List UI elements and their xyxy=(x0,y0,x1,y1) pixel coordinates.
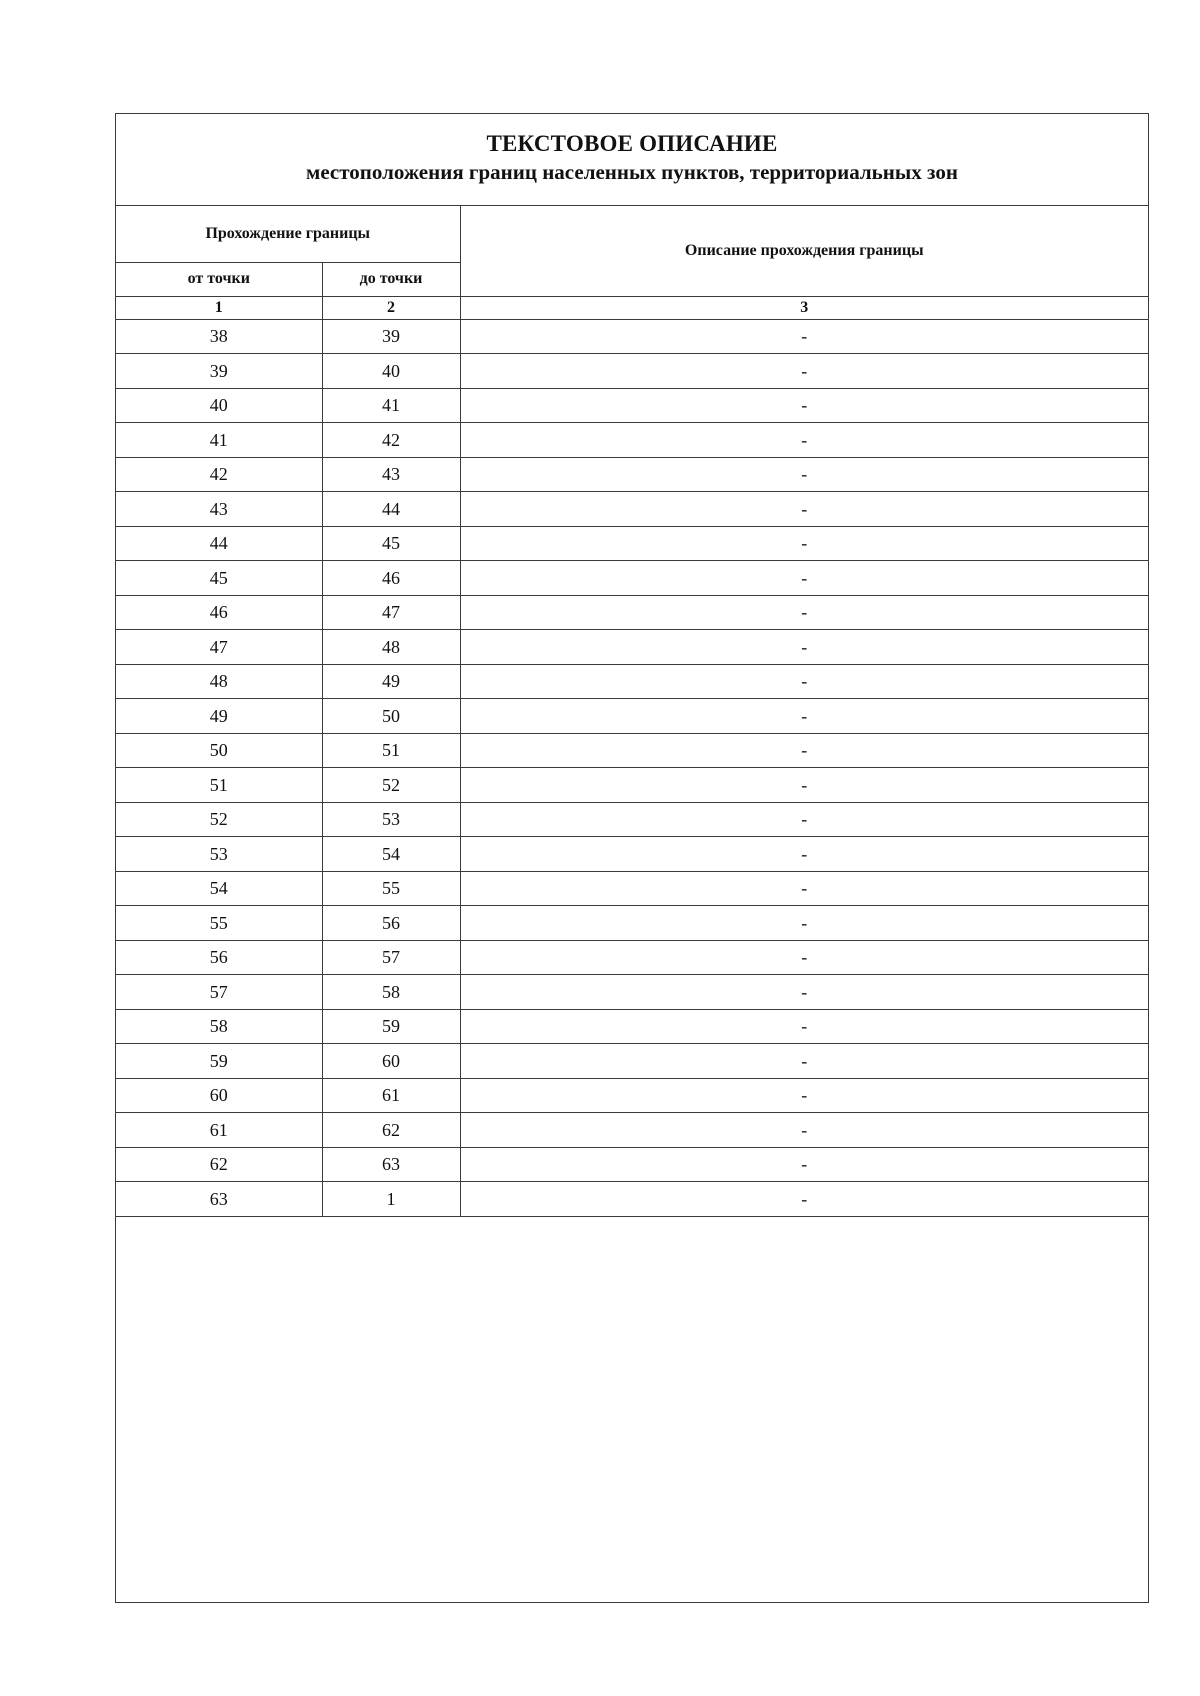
from-point-cell: 53 xyxy=(116,837,322,872)
from-point-cell: 50 xyxy=(116,733,322,768)
from-point-cell: 38 xyxy=(116,319,322,354)
to-point-cell: 52 xyxy=(322,768,460,803)
description-cell: - xyxy=(460,319,1148,354)
to-point-cell: 50 xyxy=(322,699,460,734)
from-point-cell: 49 xyxy=(116,699,322,734)
from-point-cell: 52 xyxy=(116,802,322,837)
table-row xyxy=(116,1147,1148,1182)
from-point-cell: 43 xyxy=(116,492,322,527)
boundary-table xyxy=(116,206,1148,1217)
header-to-point: до точки xyxy=(322,262,460,296)
description-cell: - xyxy=(460,630,1148,665)
table-row xyxy=(116,388,1148,423)
to-point-cell: 39 xyxy=(322,319,460,354)
header-from-point: от точки xyxy=(116,262,322,296)
from-point-cell: 41 xyxy=(116,423,322,458)
description-cell: - xyxy=(460,595,1148,630)
from-point-cell: 45 xyxy=(116,561,322,596)
description-cell: - xyxy=(460,457,1148,492)
to-point-cell: 45 xyxy=(322,526,460,561)
to-point-cell: 44 xyxy=(322,492,460,527)
description-cell: - xyxy=(460,1009,1148,1044)
from-point-cell: 54 xyxy=(116,871,322,906)
title-block xyxy=(116,114,1148,206)
to-point-cell: 49 xyxy=(322,664,460,699)
to-point-cell: 54 xyxy=(322,837,460,872)
description-cell: - xyxy=(460,664,1148,699)
to-point-cell: 41 xyxy=(322,388,460,423)
table-row xyxy=(116,354,1148,389)
column-number-1: 1 xyxy=(116,296,322,319)
from-point-cell: 59 xyxy=(116,1044,322,1079)
table-row xyxy=(116,1044,1148,1079)
to-point-cell: 62 xyxy=(322,1113,460,1148)
description-cell: - xyxy=(460,940,1148,975)
table-row xyxy=(116,940,1148,975)
description-cell: - xyxy=(460,561,1148,596)
description-cell: - xyxy=(460,802,1148,837)
to-point-cell: 56 xyxy=(322,906,460,941)
header-row-group xyxy=(116,206,1148,262)
from-point-cell: 63 xyxy=(116,1182,322,1217)
from-point-cell: 57 xyxy=(116,975,322,1010)
to-point-cell: 40 xyxy=(322,354,460,389)
table-row xyxy=(116,768,1148,803)
table-row xyxy=(116,733,1148,768)
from-point-cell: 39 xyxy=(116,354,322,389)
column-number-row xyxy=(116,296,1148,319)
table-row xyxy=(116,423,1148,458)
to-point-cell: 48 xyxy=(322,630,460,665)
from-point-cell: 46 xyxy=(116,595,322,630)
to-point-cell: 43 xyxy=(322,457,460,492)
to-point-cell: 53 xyxy=(322,802,460,837)
description-cell: - xyxy=(460,1078,1148,1113)
from-point-cell: 56 xyxy=(116,940,322,975)
table-row xyxy=(116,595,1148,630)
from-point-cell: 40 xyxy=(116,388,322,423)
description-cell: - xyxy=(460,1182,1148,1217)
description-cell: - xyxy=(460,871,1148,906)
document-title: ТЕКСТОВОЕ ОПИСАНИЕ xyxy=(486,131,778,156)
table-row xyxy=(116,457,1148,492)
to-point-cell: 46 xyxy=(322,561,460,596)
table-row xyxy=(116,664,1148,699)
from-point-cell: 55 xyxy=(116,906,322,941)
table-row xyxy=(116,630,1148,665)
to-point-cell: 55 xyxy=(322,871,460,906)
to-point-cell: 51 xyxy=(322,733,460,768)
from-point-cell: 61 xyxy=(116,1113,322,1148)
description-cell: - xyxy=(460,354,1148,389)
to-point-cell: 63 xyxy=(322,1147,460,1182)
description-cell: - xyxy=(460,906,1148,941)
table-row xyxy=(116,699,1148,734)
description-cell: - xyxy=(460,768,1148,803)
description-cell: - xyxy=(460,1044,1148,1079)
table-row xyxy=(116,871,1148,906)
table-row xyxy=(116,975,1148,1010)
from-point-cell: 48 xyxy=(116,664,322,699)
document-frame xyxy=(115,113,1149,1603)
table-row xyxy=(116,1113,1148,1148)
from-point-cell: 62 xyxy=(116,1147,322,1182)
table-row xyxy=(116,492,1148,527)
description-cell: - xyxy=(460,492,1148,527)
to-point-cell: 60 xyxy=(322,1044,460,1079)
to-point-cell: 57 xyxy=(322,940,460,975)
table-row xyxy=(116,802,1148,837)
from-point-cell: 44 xyxy=(116,526,322,561)
table-row xyxy=(116,319,1148,354)
column-number-2: 2 xyxy=(322,296,460,319)
table-row xyxy=(116,1009,1148,1044)
description-cell: - xyxy=(460,699,1148,734)
boundary-table-body xyxy=(116,206,1148,1216)
to-point-cell: 1 xyxy=(322,1182,460,1217)
from-point-cell: 42 xyxy=(116,457,322,492)
description-cell: - xyxy=(460,837,1148,872)
column-number-3: 3 xyxy=(460,296,1148,319)
table-row xyxy=(116,1182,1148,1217)
table-row xyxy=(116,906,1148,941)
from-point-cell: 58 xyxy=(116,1009,322,1044)
description-cell: - xyxy=(460,526,1148,561)
description-cell: - xyxy=(460,733,1148,768)
to-point-cell: 61 xyxy=(322,1078,460,1113)
description-cell: - xyxy=(460,423,1148,458)
from-point-cell: 47 xyxy=(116,630,322,665)
to-point-cell: 59 xyxy=(322,1009,460,1044)
description-cell: - xyxy=(460,1147,1148,1182)
description-cell: - xyxy=(460,1113,1148,1148)
to-point-cell: 58 xyxy=(322,975,460,1010)
document-subtitle: местоположения границ населенных пунктов, территориальных зон xyxy=(306,160,958,184)
to-point-cell: 47 xyxy=(322,595,460,630)
header-description: Описание прохождения границы xyxy=(460,206,1148,296)
header-boundary-passage: Прохождение границы xyxy=(116,206,460,262)
table-row xyxy=(116,526,1148,561)
from-point-cell: 51 xyxy=(116,768,322,803)
from-point-cell: 60 xyxy=(116,1078,322,1113)
table-row xyxy=(116,561,1148,596)
description-cell: - xyxy=(460,388,1148,423)
table-row xyxy=(116,1078,1148,1113)
to-point-cell: 42 xyxy=(322,423,460,458)
description-cell: - xyxy=(460,975,1148,1010)
table-row xyxy=(116,837,1148,872)
